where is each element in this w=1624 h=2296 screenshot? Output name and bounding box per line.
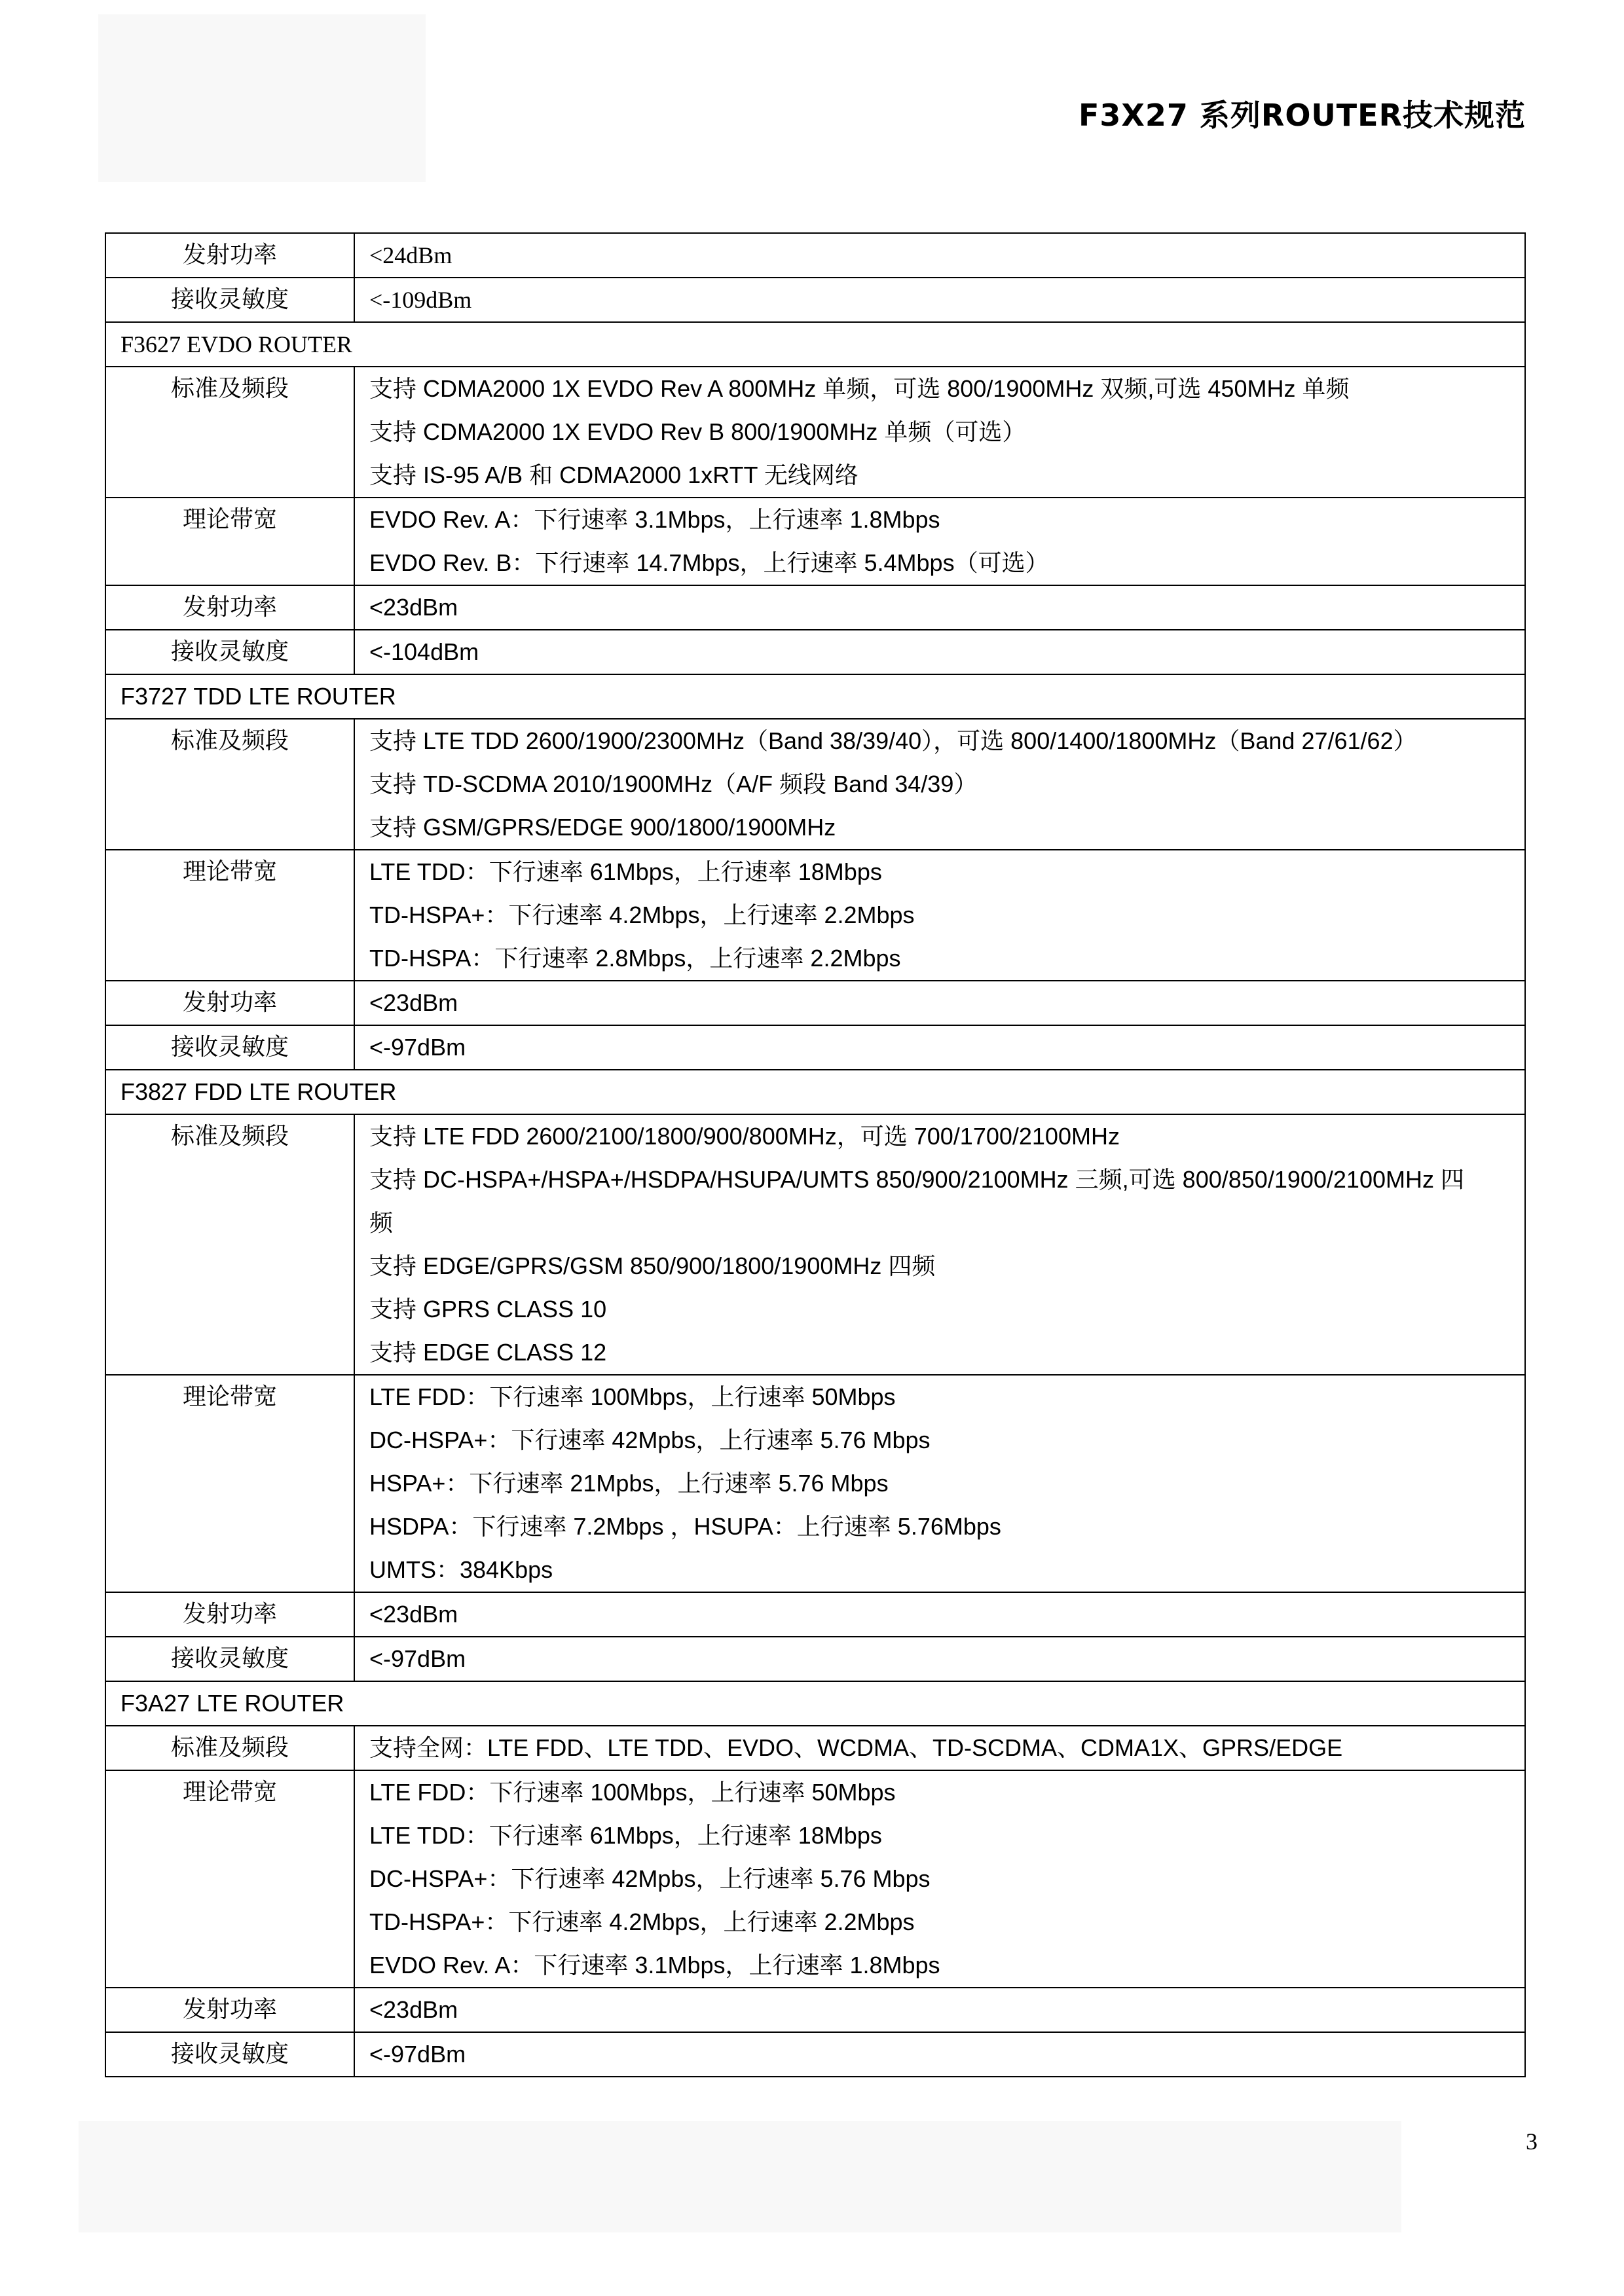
spec-value-line: <23dBm [369, 594, 458, 621]
spec-label: 发射功率 [105, 1988, 354, 2032]
spec-value-line: 支持 GPRS CLASS 10 [369, 1296, 607, 1322]
spec-value-line: <-109dBm [369, 287, 472, 313]
spec-value [354, 1988, 1525, 2032]
spec-value [354, 1726, 1525, 1770]
spec-value-line: 支持 LTE TDD 2600/1900/2300MHz（Band 38/39/40），可选 800/1400/1800MHz（Band 27/61/62） [369, 727, 1417, 754]
header-logo-placeholder [98, 14, 426, 182]
section-title: F3827 FDD LTE ROUTER [105, 1070, 1525, 1114]
spec-label: 标准及频段 [105, 719, 354, 850]
spec-row [105, 1726, 1525, 1770]
spec-value-line: EVDO Rev. B：下行速率 14.7Mbps，上行速率 5.4Mbps（可选） [369, 549, 1049, 576]
spec-value-line: <23dBm [369, 989, 458, 1016]
spec-value-line: <-104dBm [369, 638, 479, 665]
spec-label: 接收灵敏度 [105, 1025, 354, 1070]
spec-label: 理论带宽 [105, 1770, 354, 1988]
spec-value-line: LTE FDD：下行速率 100Mbps，上行速率 50Mbps [369, 1383, 896, 1410]
section-header-row [105, 674, 1525, 719]
spec-value-line: LTE FDD：下行速率 100Mbps，上行速率 50Mbps [369, 1779, 896, 1806]
spec-value-line: UMTS：384Kbps [369, 1556, 553, 1583]
spec-value-line: <24dBm [369, 242, 452, 268]
spec-value-line: LTE TDD：下行速率 61Mbps，上行速率 18Mbps [369, 1822, 882, 1849]
spec-value-line: TD-HSPA：下行速率 2.8Mbps，上行速率 2.2Mbps [369, 945, 901, 972]
spec-value [354, 233, 1525, 278]
spec-value-line: 支持 TD-SCDMA 2010/1900MHz（A/F 频段 Band 34/39） [369, 771, 978, 797]
section-header-row [105, 1070, 1525, 1114]
spec-value-line: <-97dBm [369, 1645, 466, 1672]
spec-table-body [105, 233, 1525, 2077]
spec-label: 标准及频段 [105, 367, 354, 498]
page-number: 3 [1526, 2128, 1538, 2155]
spec-row [105, 630, 1525, 674]
spec-value-line: 支持 EDGE/GPRS/GSM 850/900/1800/1900MHz 四频 [369, 1252, 936, 1279]
spec-value-line: 支持 EDGE CLASS 12 [369, 1339, 607, 1366]
spec-label: 理论带宽 [105, 1375, 354, 1592]
spec-row [105, 233, 1525, 278]
spec-value [354, 850, 1525, 981]
section-title: F3727 TDD LTE ROUTER [105, 674, 1525, 719]
spec-value [354, 2032, 1525, 2077]
spec-label: 接收灵敏度 [105, 278, 354, 322]
spec-row [105, 498, 1525, 585]
spec-row [105, 850, 1525, 981]
spec-value-line: 支持 IS-95 A/B 和 CDMA2000 1xRTT 无线网络 [369, 462, 858, 488]
spec-value-line: LTE TDD：下行速率 61Mbps，上行速率 18Mbps [369, 858, 882, 885]
spec-value-line: 支持 CDMA2000 1X EVDO Rev B 800/1900MHz 单频（可选） [369, 418, 1026, 445]
spec-label: 发射功率 [105, 1592, 354, 1637]
spec-row [105, 1592, 1525, 1637]
spec-value-line: <23dBm [369, 1996, 458, 2023]
spec-label: 标准及频段 [105, 1114, 354, 1375]
spec-row [105, 1025, 1525, 1070]
spec-value-line: TD-HSPA+：下行速率 4.2Mbps，上行速率 2.2Mbps [369, 1908, 915, 1935]
page-title: F3X27 系列ROUTER技术规范 [1078, 98, 1526, 133]
spec-value-line: TD-HSPA+：下行速率 4.2Mbps，上行速率 2.2Mbps [369, 902, 915, 928]
spec-value-line: HSDPA：下行速率 7.2Mbps ，HSUPA：上行速率 5.76Mbps [369, 1513, 1001, 1540]
spec-value [354, 1637, 1525, 1681]
spec-row [105, 2032, 1525, 2077]
spec-label: 发射功率 [105, 981, 354, 1025]
spec-value [354, 1114, 1525, 1375]
spec-row [105, 1988, 1525, 2032]
spec-row [105, 719, 1525, 850]
section-title: F3627 EVDO ROUTER [105, 322, 1525, 367]
spec-value-line: DC-HSPA+：下行速率 42Mpbs，上行速率 5.76 Mbps [369, 1427, 931, 1453]
spec-value [354, 1592, 1525, 1637]
spec-label: 接收灵敏度 [105, 2032, 354, 2077]
spec-value [354, 1375, 1525, 1592]
spec-row [105, 981, 1525, 1025]
spec-label: 理论带宽 [105, 850, 354, 981]
spec-value-line: <-97dBm [369, 1034, 466, 1061]
spec-row [105, 367, 1525, 498]
spec-value [354, 367, 1525, 498]
spec-value-line: EVDO Rev. A：下行速率 3.1Mbps，上行速率 1.8Mbps [369, 1952, 940, 1978]
spec-label: 发射功率 [105, 233, 354, 278]
spec-value [354, 981, 1525, 1025]
spec-value-line: 支持 GSM/GPRS/EDGE 900/1800/1900MHz [369, 814, 836, 841]
spec-value-line: 支持 DC-HSPA+/HSPA+/HSDPA/HSUPA/UMTS 850/900/2100MHz 三频,可选 800/850/1900/2100MHz 四 [369, 1166, 1464, 1193]
spec-value-line: DC-HSPA+：下行速率 42Mpbs，上行速率 5.76 Mbps [369, 1865, 931, 1892]
spec-row [105, 1637, 1525, 1681]
spec-label: 接收灵敏度 [105, 630, 354, 674]
spec-label: 标准及频段 [105, 1726, 354, 1770]
spec-value-line: 支持全网：LTE FDD、LTE TDD、EVDO、WCDMA、TD-SCDMA、CDMA1X、GPRS/EDGE [369, 1734, 1343, 1761]
spec-label: 理论带宽 [105, 498, 354, 585]
spec-value [354, 1025, 1525, 1070]
spec-value [354, 278, 1525, 322]
section-title: F3A27 LTE ROUTER [105, 1681, 1525, 1726]
spec-value [354, 719, 1525, 850]
spec-label: 发射功率 [105, 585, 354, 630]
spec-value [354, 498, 1525, 585]
spec-row [105, 278, 1525, 322]
spec-value-line: 频 [369, 1209, 394, 1236]
footer-placeholder [79, 2121, 1401, 2232]
section-header-row [105, 322, 1525, 367]
spec-row [105, 1114, 1525, 1375]
spec-value [354, 1770, 1525, 1988]
spec-value [354, 630, 1525, 674]
spec-value-line: 支持 CDMA2000 1X EVDO Rev A 800MHz 单频，可选 800/1900MHz 双频,可选 450MHz 单频 [369, 375, 1350, 402]
spec-row [105, 1770, 1525, 1988]
spec-value-line: HSPA+：下行速率 21Mpbs，上行速率 5.76 Mbps [369, 1470, 889, 1497]
spec-value-line: 支持 LTE FDD 2600/2100/1800/900/800MHz，可选 700/1700/2100MHz [369, 1123, 1120, 1150]
spec-table [105, 232, 1526, 2077]
spec-value-line: <23dBm [369, 1601, 458, 1628]
spec-row [105, 585, 1525, 630]
spec-row [105, 1375, 1525, 1592]
spec-value-line: EVDO Rev. A：下行速率 3.1Mbps，上行速率 1.8Mbps [369, 506, 940, 533]
spec-value [354, 585, 1525, 630]
spec-value-line: <-97dBm [369, 2041, 466, 2068]
spec-label: 接收灵敏度 [105, 1637, 354, 1681]
section-header-row [105, 1681, 1525, 1726]
